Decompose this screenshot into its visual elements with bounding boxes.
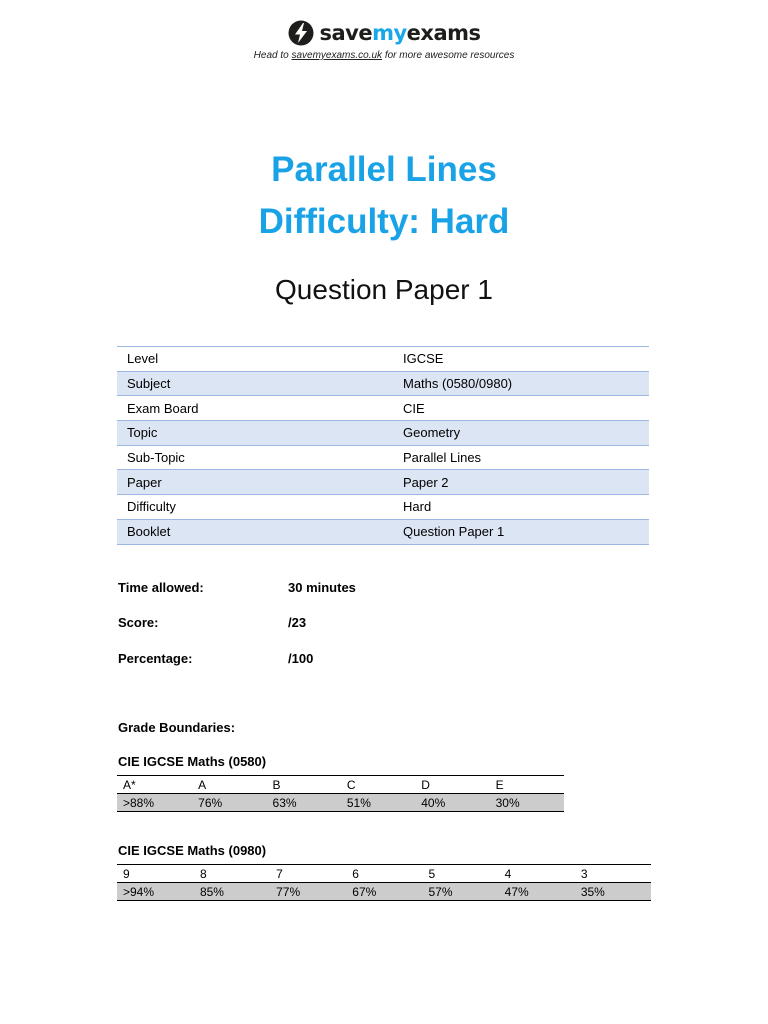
difficulty-title: Difficulty: Hard <box>258 202 510 241</box>
info-row <box>117 371 649 396</box>
grade-cell: 9 <box>117 865 194 883</box>
info-row <box>117 519 649 544</box>
percentage-cell: 63% <box>267 794 341 812</box>
grade-cell: A* <box>117 776 192 794</box>
percentage-cell: >88% <box>117 794 192 812</box>
percentage-cell: 85% <box>194 883 270 901</box>
info-value: IGCSE <box>393 347 649 372</box>
page-title: Parallel Lines <box>271 150 497 189</box>
info-value: CIE <box>393 396 649 421</box>
percentage-label: Percentage: <box>118 651 193 666</box>
grade-cell: 6 <box>346 865 422 883</box>
info-label: Subject <box>117 371 393 396</box>
percentage-cell: 35% <box>575 883 651 901</box>
info-row <box>117 495 649 520</box>
table-0580-title: CIE IGCSE Maths (0580) <box>118 754 267 769</box>
info-label: Booklet <box>117 519 393 544</box>
percentage-cell: 47% <box>499 883 575 901</box>
info-label: Exam Board <box>117 396 393 421</box>
score-value: /23 <box>288 615 307 630</box>
info-row <box>117 470 649 495</box>
info-value: Paper 2 <box>393 470 649 495</box>
grade-cell: D <box>415 776 489 794</box>
brand-name: savemyexams <box>319 21 481 45</box>
grade-cell: B <box>267 776 341 794</box>
info-table <box>117 346 649 545</box>
grade-cell: C <box>341 776 415 794</box>
info-row <box>117 396 649 421</box>
grade-cell: 8 <box>194 865 270 883</box>
booklet-subtitle: Question Paper 1 <box>275 274 493 305</box>
info-row <box>117 347 649 372</box>
percentage-cell: 51% <box>341 794 415 812</box>
percentage-cell: >94% <box>117 883 194 901</box>
tagline: Head to savemyexams.co.uk for more awesome resources <box>253 50 515 61</box>
lightning-bolt-icon <box>287 19 315 47</box>
info-label: Difficulty <box>117 495 393 520</box>
percentage-cell: 76% <box>192 794 266 812</box>
time-label: Time allowed: <box>118 580 204 595</box>
grade-row <box>117 776 564 794</box>
grade-table-0580 <box>117 775 564 812</box>
info-value: Geometry <box>393 421 649 446</box>
percentage-cell: 67% <box>346 883 422 901</box>
info-label: Sub-Topic <box>117 445 393 470</box>
grade-cell: 7 <box>270 865 346 883</box>
info-label: Topic <box>117 421 393 446</box>
brand-logo[interactable] <box>0 18 768 48</box>
percentage-row <box>117 883 651 901</box>
info-label: Paper <box>117 470 393 495</box>
grade-cell: E <box>490 776 564 794</box>
info-value: Question Paper 1 <box>393 519 649 544</box>
grade-cell: 3 <box>575 865 651 883</box>
grade-cell: 4 <box>499 865 575 883</box>
header <box>0 18 768 61</box>
website-link[interactable]: savemyexams.co.uk <box>291 50 383 61</box>
grade-boundaries-heading: Grade Boundaries: <box>118 720 236 735</box>
info-label: Level <box>117 347 393 372</box>
info-row <box>117 421 649 446</box>
info-value: Maths (0580/0980) <box>393 371 649 396</box>
percentage-value: /100 <box>288 651 314 666</box>
percentage-cell: 30% <box>490 794 564 812</box>
percentage-cell: 40% <box>415 794 489 812</box>
grade-cell: 5 <box>422 865 498 883</box>
percentage-row <box>117 794 564 812</box>
info-row <box>117 445 649 470</box>
percentage-cell: 57% <box>422 883 498 901</box>
score-label: Score: <box>118 615 159 630</box>
info-value: Hard <box>393 495 649 520</box>
grade-cell: A <box>192 776 266 794</box>
time-value: 30 minutes <box>288 580 356 595</box>
info-value: Parallel Lines <box>393 445 649 470</box>
grade-row <box>117 865 651 883</box>
table-0980-title: CIE IGCSE Maths (0980) <box>118 843 267 858</box>
grade-table-0980 <box>117 864 651 901</box>
percentage-cell: 77% <box>270 883 346 901</box>
